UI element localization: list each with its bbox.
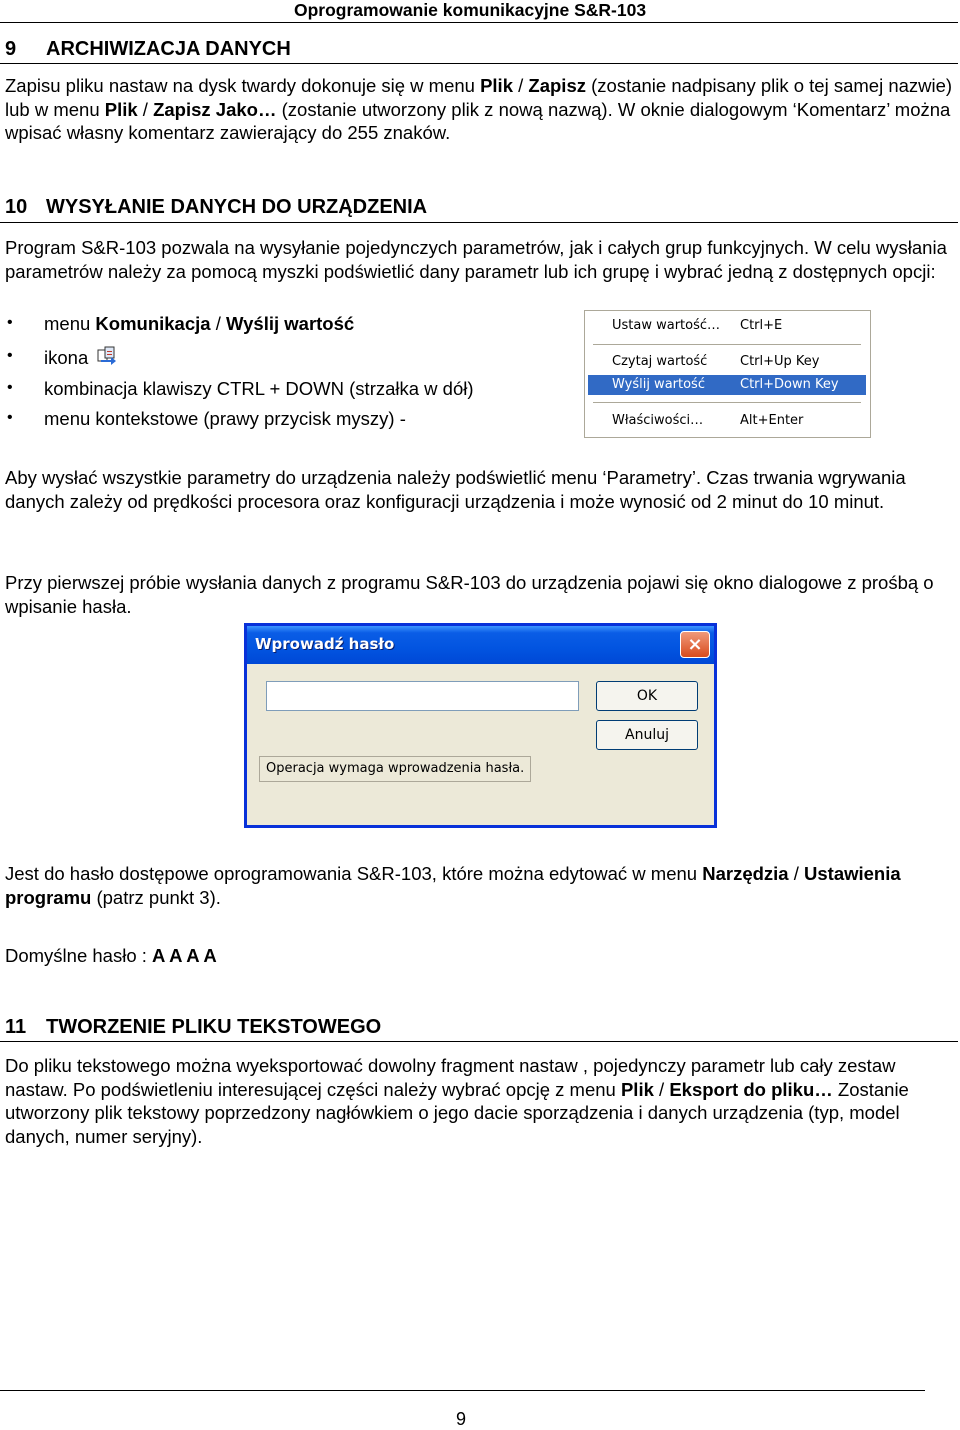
section-10-heading: [5, 196, 427, 219]
section-10-paragraph-2: Aby wysłać wszystkie parametry do urządzenia należy podświetlić menu ‘Parametry’. Czas trwania wgrywania danych zależy od prędkości procesora oraz konfiguracji urządzenia i może wynosić od 2 minut do 10 minut.: [5, 467, 906, 512]
close-icon[interactable]: ×: [680, 631, 710, 658]
section-11-rule: [0, 1041, 958, 1042]
section-9-rule: [0, 63, 958, 64]
context-menu-item-properties[interactable]: Właściwości… Alt+Enter: [612, 413, 804, 428]
dialog-status-text: Operacja wymaga wprowadzenia hasła.: [259, 756, 531, 782]
section-9-paragraph: Zapisu pliku nastaw na dysk twardy dokonuje się w menu Plik / Zapisz (zostanie nadpisany plik o tej samej nazwie) lub w menu Plik / Zapisz Jako… (zostanie utworzony plik z nową nazwą). W oknie dialogowym ‘Komentarz’ można wpisać własny komentarz zawierający do 255 znaków.: [5, 75, 953, 143]
bullet-dot: •: [7, 409, 13, 426]
page-header-title: Oprogramowanie komunikacyjne S&R-103: [294, 0, 647, 20]
bullet-dot: •: [7, 314, 13, 331]
bullet-dot: •: [7, 379, 13, 396]
context-menu-item-read-value[interactable]: Czytaj wartość Ctrl+Up Key: [612, 354, 820, 369]
section-9-title: ARCHIWIZACJA DANYCH: [46, 38, 291, 60]
dialog-titlebar[interactable]: [247, 626, 714, 664]
default-password-line: Domyślne hasło : A A A A: [5, 945, 217, 966]
context-menu: [584, 310, 871, 438]
context-menu-separator: [593, 344, 861, 345]
section-10-paragraph-3: Przy pierwszej próbie wysłania danych z programu S&R-103 do urządzenia pojawi się okno dialogowe z prośbą o wpisanie hasła.: [5, 572, 934, 617]
bullet-dot: •: [7, 347, 13, 364]
header-rule: [0, 22, 958, 23]
dialog-title: Wprowadź hasło: [255, 635, 395, 653]
password-input[interactable]: [266, 681, 579, 711]
section-10-paragraph-4: Jest do hasło dostępowe oprogramowania S&R-103, które można edytować w menu Narzędzia / Ustawienia programu (patrz punkt 3).: [5, 863, 901, 908]
bullet-context-menu-option: menu kontekstowe (prawy przycisk myszy) -: [44, 408, 406, 429]
page-number: 9: [456, 1409, 467, 1429]
bullet-menu-option: menu Komunikacja / Wyślij wartość: [44, 313, 355, 334]
context-menu-item-send-value[interactable]: Wyślij wartość Ctrl+Down Key: [588, 375, 866, 395]
section-11-paragraph: Do pliku tekstowego można wyeksportować dowolny fragment nastaw , pojedynczy parametr lub cały zestaw nastaw. Po podświetleniu interesującej części należy wybrać opcję z menu Plik / Eksport do pliku… Zostanie utworzony plik tekstowy poprzedzony nagłówkiem o jego dacie sporządzenia i danych urządzenia (typ, model danych, numer seryjny).: [5, 1055, 909, 1147]
footer-rule: [0, 1390, 925, 1391]
password-dialog: [244, 623, 717, 828]
section-10-title: WYSYŁANIE DANYCH DO URZĄDZENIA: [46, 196, 428, 218]
section-10-intro: Program S&R-103 pozwala na wysyłanie pojedynczych parametrów, jak i całych grup funkcyjnych. W celu wysłania parametrów należy za pomocą myszki podświetlić dany parametr lub ich grupę i wybrać jedną z dostępnych opcji:: [5, 237, 947, 282]
section-9-heading: [5, 38, 291, 61]
section-10-number: 10: [5, 196, 28, 218]
context-menu-separator: [593, 402, 861, 403]
bullet-icon-option: ikona: [44, 346, 119, 371]
bullet-keyboard-option: kombinacja klawiszy CTRL + DOWN (strzałka w dół): [44, 378, 474, 399]
section-11-title: TWORZENIE PLIKU TEKSTOWEGO: [46, 1016, 382, 1038]
section-10-rule: [0, 222, 958, 223]
ok-button[interactable]: OK: [596, 681, 698, 711]
context-menu-item-set-value[interactable]: Ustaw wartość… Ctrl+E: [612, 318, 783, 333]
cancel-button[interactable]: Anuluj: [596, 720, 698, 750]
section-9-number: 9: [5, 38, 17, 60]
section-11-heading: [5, 1016, 381, 1039]
send-value-icon: [97, 346, 119, 371]
section-11-number: 11: [5, 1016, 27, 1038]
